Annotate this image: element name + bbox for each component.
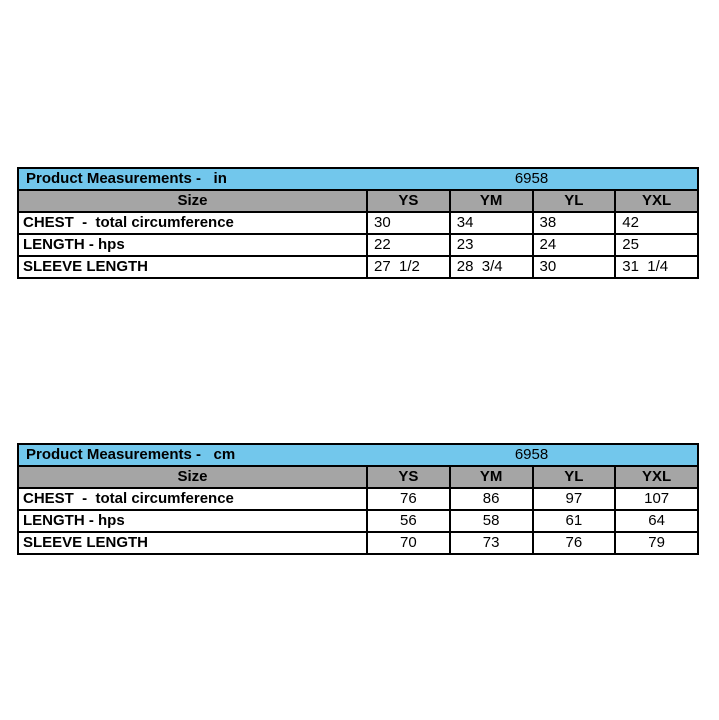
- table-header-row: [19, 445, 697, 465]
- value-cell: 27 1/2: [366, 257, 449, 277]
- size-header-label: Size: [177, 468, 208, 485]
- value-cell: 64: [614, 511, 697, 531]
- value-cell: 38: [532, 213, 615, 233]
- value-cell: 56: [366, 511, 449, 531]
- measurements-table-cm: [17, 443, 699, 555]
- table-row: [19, 233, 697, 255]
- size-header-row: [19, 465, 697, 487]
- size-col-header: YL: [532, 191, 615, 211]
- size-col-header: YM: [449, 191, 532, 211]
- value-cell: 73: [449, 533, 532, 553]
- measurements-table-in: [17, 167, 699, 279]
- row-label: CHEST - total circumference: [23, 214, 234, 231]
- value-cell: 22: [366, 235, 449, 255]
- row-label: CHEST - total circumference: [23, 490, 234, 507]
- table-row: [19, 531, 697, 553]
- row-label: LENGTH - hps: [23, 512, 125, 529]
- table-row: [19, 211, 697, 233]
- table-title: Product Measurements - in: [26, 170, 227, 187]
- product-code: 6958: [514, 446, 549, 463]
- product-code: 6958: [514, 170, 549, 187]
- value-cell: 34: [449, 213, 532, 233]
- row-label: SLEEVE LENGTH: [23, 258, 149, 275]
- value-cell: 76: [366, 489, 449, 509]
- value-cell: 58: [449, 511, 532, 531]
- size-col-header: YXL: [614, 191, 697, 211]
- value-cell: 76: [532, 533, 615, 553]
- table-row: [19, 487, 697, 509]
- table-row: [19, 509, 697, 531]
- value-cell: 31 1/4: [614, 257, 697, 277]
- value-cell: 25: [614, 235, 697, 255]
- value-cell: 70: [366, 533, 449, 553]
- value-cell: 30: [366, 213, 449, 233]
- table-row: [19, 255, 697, 277]
- value-cell: 24: [532, 235, 615, 255]
- value-cell: 86: [449, 489, 532, 509]
- value-cell: 61: [532, 511, 615, 531]
- value-cell: 30: [532, 257, 615, 277]
- value-cell: 23: [449, 235, 532, 255]
- value-cell: 79: [614, 533, 697, 553]
- row-label: SLEEVE LENGTH: [23, 534, 149, 551]
- size-col-header: YM: [449, 467, 532, 487]
- value-cell: 97: [532, 489, 615, 509]
- size-col-header: YS: [366, 191, 449, 211]
- table-header-row: [19, 169, 697, 189]
- value-cell: 107: [614, 489, 697, 509]
- size-col-header: YXL: [614, 467, 697, 487]
- size-col-header: YL: [532, 467, 615, 487]
- value-cell: 42: [614, 213, 697, 233]
- size-col-header: YS: [366, 467, 449, 487]
- size-header-row: [19, 189, 697, 211]
- size-header-label: Size: [177, 192, 208, 209]
- table-title: Product Measurements - cm: [26, 446, 236, 463]
- value-cell: 28 3/4: [449, 257, 532, 277]
- row-label: LENGTH - hps: [23, 236, 125, 253]
